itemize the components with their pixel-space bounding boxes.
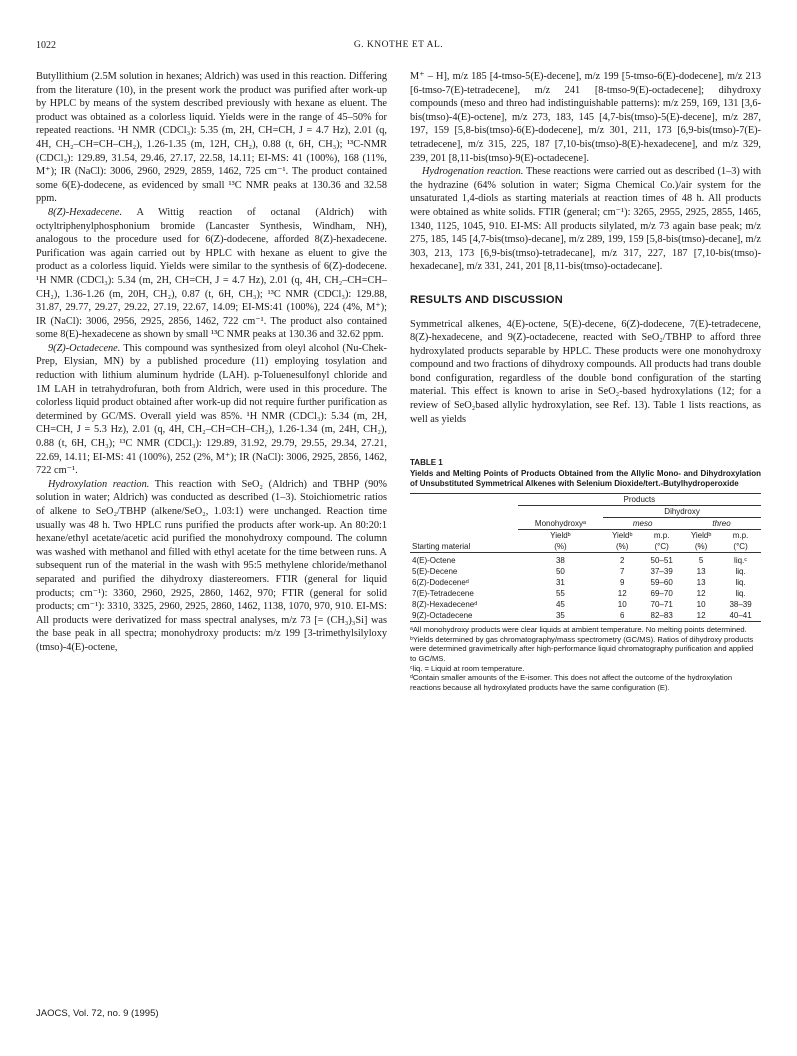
footnote-c: ᶜliq. = Liquid at room temperature. — [410, 663, 525, 673]
table-caption: Yields and Melting Points of Products Obtained from the Allylic Mono- and Dihydroxylation of Unsubstituted Symmetrical Alkenes with Selenium Dioxide/tert.-Butylhydroperoxide — [410, 469, 761, 489]
runin-heading: Hydroxylation reaction. — [48, 478, 150, 490]
footnote-a: ᵃAll monohydroxy products were clear liquids at ambient temperature. No melting points determined. — [410, 625, 747, 635]
header-mp: m.p. — [653, 531, 670, 541]
paragraph-ms-continued: M⁺ – H], m/z 185 [4-tmso-5(E)-decene], m/z 199 [5-tmso-6(E)-dodecene], m/z 213 [6-tmso-7(E)-tetradecene], m/z 241 [8-tmso-9(E)-octadecene]; dihydroxy compounds (meso and threo had indistinguishable patterns): m/z 259, 169, 131 [3,6-bis(tmso)-4(E)-octene], m/z 273, 183, 145 [4,7-bis(tmso)-5(E)-decene], m/z 287, 197, 159 [5,8-bis(tmso)-6(E)-dodecene], m/z 301, 211, 173 [6,9-bis(tmso)-7(E)-tetradecene], m/z 315, 225, 187 [7,10-bis(tmso)-8(E)-hexadecene], and m/z 329, 239, 201 [8,11-bis(tmso)-9(E)-octadecene]. — [410, 71, 761, 164]
header-products: Products — [518, 494, 761, 506]
table-1 — [410, 458, 761, 692]
footnote-d: ᵈContain smaller amounts of the E-isomer. This does not affect the outcome of the hydroxylation reactions because all hydroxylated products have the same configuration (E). — [410, 673, 733, 692]
header-meso: meso — [603, 518, 682, 530]
right-column — [410, 70, 761, 692]
header-mp-unit: (°C) — [720, 541, 761, 553]
table-label: TABLE 1 — [410, 458, 443, 468]
header-threo: threo — [682, 518, 761, 530]
paragraph-hydroxylation: Hydroxylation reaction. This reaction with SeO₂ (Aldrich) and TBHP (90% solution in water; Aldrich) was conducted as described (1–3). Stoichiometric ratios of alkene to SeO₂/TBHP (alkene/SeO₂, 1.03:1) were unchanged. Reaction time usually was 48 h. Two HPLC runs purified the products after work-up. An 80:20:1 hexane/ethyl acetate/acetic acid purified the monohydroxy compound. The column was washed with methanol and filled with ethyl acetate for the time between runs. A subsequent run of the material in the wash with 95:5 methylene chloride/methanol separated and purified the dihydroxy diastereomers. FTIR (general for liquid products; cm⁻¹): 3360, 2960, 2925, 2860, 1462, 970; FTIR (general for solid products; cm⁻¹): 3310, 3325, 2960, 2925, 2860, 1462, 1138, 1070, 970, 910. EI-MS: All products were derivatized for mass spectral analyses, m/z 73 [= (CH₃)₃Si] was the base peak in all spectra; monohydroxy products: m/z 199 [3-trimethylsilyloxy (tmso)-4(E)-octene, — [36, 478, 387, 653]
journal-footer: JAOCS, Vol. 72, no. 9 (1995) — [36, 1008, 159, 1019]
paragraph-butyllithium: Butyllithium (2.5M solution in hexanes; Aldrich) was used in this reaction. Differing from the literature (10), in the present work the product was purified after work-up by HPLC by means of the system described previously with hexane as eluent. The product was obtained as a colorless liquid. Yields were in the range of 45–50% for repeated reactions. ¹H NMR (CDCl₃): 5.35 (m, 2H, CH=CH, J = 4.7 Hz), 2.01 (q, 4H, CH₂–CH=CH–CH₂), 1.26-1.35 (m, 12H, CH₂), 0.88 (t, 6H, CH₃); ¹³C-NMR (CDCl₃): 129.89, 31.54, 29.46, 27.17, 22.58, 14.11; EI-MS: 41 (100%), 168 (11%, M⁺); IR (NaCl): 3006, 2960, 2929, 2859, 1462, 725 cm⁻¹. The product contained some 6(E)-dodecene, as evidenced by small ¹³C NMR peaks at 130.36 and 32.58 ppm. — [36, 71, 387, 205]
paragraph-hexadecene: 8(Z)-Hexadecene. A Wittig reaction of octanal (Aldrich) with octyltriphenylphosphonium bromide (Lancaster Synthesis, Windham, NH), analogous to the procedure used for 6(Z)-dodecene, afforded 8(Z)-hexadecene. Purification was again carried out by HPLC with hexane as eluent to give the product as a colorless liquid. Yields were similar to the synthesis of 6(Z)-dodecene. ¹H NMR (CDCl₃): 5.34 (m, 2H, CH=CH, J = 4.7 Hz), 2.01 (q, 4H, CH₂–CH=CH–CH₂), 1.36-1.26 (m, 20H, CH₂), 0.87 (t, 6H, CH₃); ¹³C NMR (CDCl₃): 129.88, 31.87, 29.77, 29.27, 29.22, 27.19, 22.67, 14.09; EI-MS:41 (100%), 224 (4%, M⁺); IR (NaCl): 3006, 2956, 2925, 2856, 1462, 722 cm⁻¹. The product also contained some 8(E)-hexadecene as shown by small ¹³C NMR peaks at 130.36 and 32.62 ppm. — [36, 206, 387, 341]
paragraph-hydrogenation: Hydrogenation reaction. These reactions were carried out as described (1–3) with the hydrazine (64% solution in water; Sigma Chemical Co.)/air system for the unsaturated 1,4-diols as starting materials at reaction times of 48 h. All products were obtained as white solids. FTIR (general; cm⁻¹): 3265, 2955, 2925, 2855, 1465, 1340, 1125, 1045, 910. EI-MS: All products silylated, m/z 73 again base peak; m/z 275, 185, 145 [4,7-bis(tmso)-decane], m/z 289, 199, 159 [5,8-bis(tmso)-decane], m/z 303, 213, 173 [6,9-bis(tmso)-tetradecane], m/z 317, 227, 187 [7,10-bis(tmso)-hexadecane], m/z 331, 241, 201 [8,11-bis(tmso)-octadecane]. — [410, 166, 761, 273]
table-row: 9(Z)-Octadecene 35 6 82–83 12 40–41 — [410, 610, 761, 622]
table-row: 7(E)-Tetradecene 55 12 69–70 12 liq. — [412, 589, 746, 599]
table-footnotes — [410, 625, 761, 692]
left-column — [36, 70, 387, 655]
header-yield: Yieldᵇ — [690, 531, 712, 541]
runin-heading: 8(Z)-Hexadecene. — [48, 206, 123, 218]
table-row: 8(Z)-Hexadeceneᵈ 45 10 70–71 10 38–39 — [412, 600, 752, 610]
table-row: 6(Z)-Dodeceneᵈ 31 9 59–60 13 liq. — [412, 578, 746, 588]
runin-heading: 9(Z)-Octadecene. — [48, 342, 121, 354]
header-dihydroxy: Dihydroxy — [603, 506, 761, 518]
running-head: G. KNOTHE ET AL. — [353, 40, 444, 50]
header-yield: Yieldᵇ — [611, 531, 633, 541]
footnote-b: ᵇYields determined by gas chromatography/mass spectrometry (GC/MS). Ratios of dihydroxy products were determined gravimetrically after high-performance liquid chromatography purification and applied to GC/MS. — [410, 634, 754, 664]
paragraph-results: Symmetrical alkenes, 4(E)-octene, 5(E)-decene, 6(Z)-dodecene, 7(E)-tetradecene, 8(Z)-hexadecene, and 9(Z)-octadecene, reacted with SeO₂/TBHP to afford three hydroxylated products separable by HPLC. These products were one monohydroxy compound and two fractions of dihydroxy compounds. All products had trans double bond configuration, regardless of the double bond configuration of the starting material. This effect is known to arise in SeO₂-based hydroxylations (12; for a review of SeO₂based allylic hydroxylation, see Ref. 13). Table 1 lists reactions, as well as yields — [410, 318, 761, 425]
header-mp: m.p. — [732, 531, 749, 541]
header-yield-unit: (%) — [603, 541, 641, 553]
header-monohydroxy: Monohydroxyᵃ — [518, 518, 603, 530]
header-yield-unit: (%) — [518, 541, 603, 553]
header-mp-unit: (°C) — [641, 541, 682, 553]
header-yield-unit: (%) — [682, 541, 720, 553]
data-table — [410, 493, 761, 622]
page-number: 1022 — [36, 40, 56, 51]
paragraph-octadecene: 9(Z)-Octadecene. This compound was synthesized from oleyl alcohol (Nu-Chek-Prep, Elysian, MN) by a published procedure (11) employing tosylation and reduction with lithium aluminum hydride (LAH). p-Toluenesulfonyl chloride and 1M LAH in tetrahydrofuran, both from Aldrich, were used in this procedure. The colorless liquid product obtained after work-up did not require further purification as determined by GC/MS. Overall yield was 85%. ¹H NMR (CDCl₃): 5.34 (m, 2H, CH=CH, J = 5.3 Hz), 2.01 (q, 4H, CH₂–CH=CH–CH₂), 1.26-1.34 (m, 24H, CH₂), 0.88 (t, 6H, CH₃); ¹³C NMR (CDCl₃): 129.89, 31.92, 29.79, 29.55, 29.34, 27.21, 22.69, 14.11; EI-MS: 41 (100%), 252 (2%, M⁺); IR (NaCl): 3006, 2925, 2856, 1462, 722 cm⁻¹. — [36, 342, 387, 477]
header-starting-material: Starting material — [410, 541, 518, 553]
table-row: 5(E)-Decene 50 7 37–39 13 liq. — [412, 567, 746, 577]
runin-heading: Hydrogenation reaction. — [422, 166, 524, 178]
table-row: 4(E)-Octene 38 2 50–51 5 liq.ᶜ — [412, 556, 748, 566]
section-heading: RESULTS AND DISCUSSION — [410, 293, 563, 306]
header-yield: Yieldᵇ — [550, 531, 571, 541]
